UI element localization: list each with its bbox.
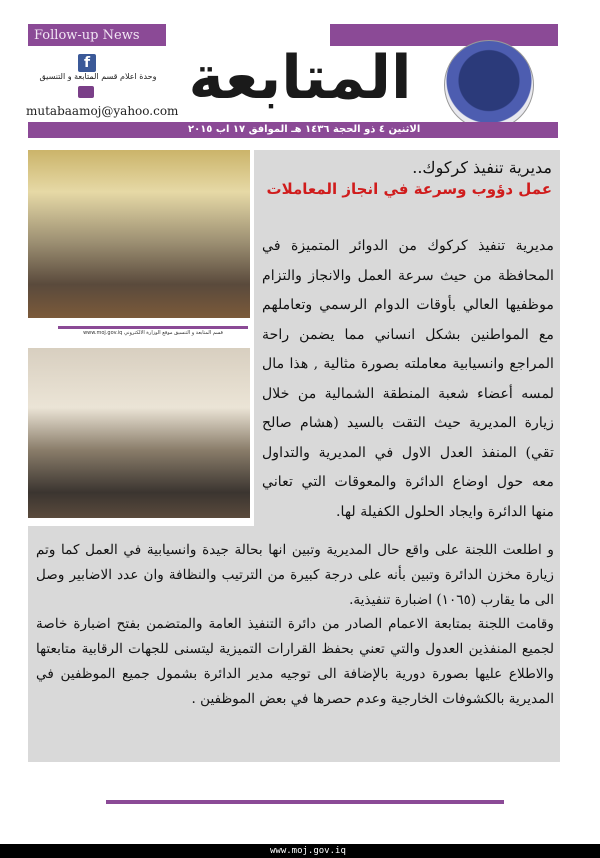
follow-up-label: Follow-up News [34,28,140,43]
page-title: المتابعة [188,43,412,113]
bottom-divider [106,800,504,804]
footer-url[interactable]: www.moj.gov.iq [270,846,346,856]
date-line: الاثنين ٤ ذو الحجة ١٤٣٦ هـ الموافق ١٧ اب ٢٠١٥ [188,124,421,135]
article-paragraph-2: و اطلعت اللجنة على واقع حال المديرية وتبين انها بحالة جيدة وانسيابية في العمل كما وتم زيارة مخزن الدائرة وتبين بأنه على درجة كبيرة من الترتيب والنظافة وان عدد الاضابير وصل الى ما يقارب (١٠٦٥) اضبارة تنفيذية. [36,542,554,608]
footer-bar [0,844,600,858]
facebook-icon[interactable]: f [78,54,96,72]
article-kicker: مديرية تنفيذ كركوك.. [412,158,552,177]
article-headline: عمل دؤوب وسرعة في انجاز المعاملات [266,180,552,198]
ministry-logo [444,40,534,130]
masthead [160,38,440,118]
article-paragraph-1: مديرية تنفيذ كركوك من الدوائر المتميزة في المحافظة من حيث سرعة العمل والانجاز والتزام موظفيها العالي بأوقات الدوام الرسمي وتعاملهم مع المواطنين بشكل انساني مما يضمن راحة المراجع وانسيابية معاملته بصورة مثالية , هذا مال لمسه أعضاء شعبة المنطقة الشمالية من خلال زيارة المديرية حيث التقت بالسيد (هشام صالح تقي) المنفذ العدل الاول في المديرية والتداول معه حول اوضاع الدائرة والمعوقات التي تعاني منها الدائرة وايجاد الحلول الكفيلة لها. [262,238,554,520]
date-bar [28,122,558,138]
follow-up-banner [28,24,166,46]
article-paragraph-3: وقامت اللجنة بمتابعة الاعمام الصادر من دائرة التنفيذ العامة والمتضمن بفتح اضبارة خاصة لجميع المنفذين العدول والتي تعني بحفظ القرارات التميزية ليتسنى للجهات الرقابية متابعتها والاطلاع عليها بصورة دورية بالإضافة الى توجيه مدير الدائرة بشمول جميع الموظفين في المديرية بالكشوفات الخارجية وعدم حصرها في بعض الموظفين . [36,616,554,707]
office-photo-1 [28,150,250,318]
unit-name: وحدة اعلام قسم المتابعة و التنسيق [39,72,157,81]
article-body-bottom [36,538,554,712]
email-link[interactable]: mutabaamoj@yahoo.com [26,104,179,118]
caption-divider [58,326,248,329]
photo-caption: قسم المتابعة و التنسيق موقع الوزارة الالكتروني www.moj.gov.iq [83,330,223,336]
office-photo-2 [28,348,250,518]
mail-icon [78,86,94,98]
